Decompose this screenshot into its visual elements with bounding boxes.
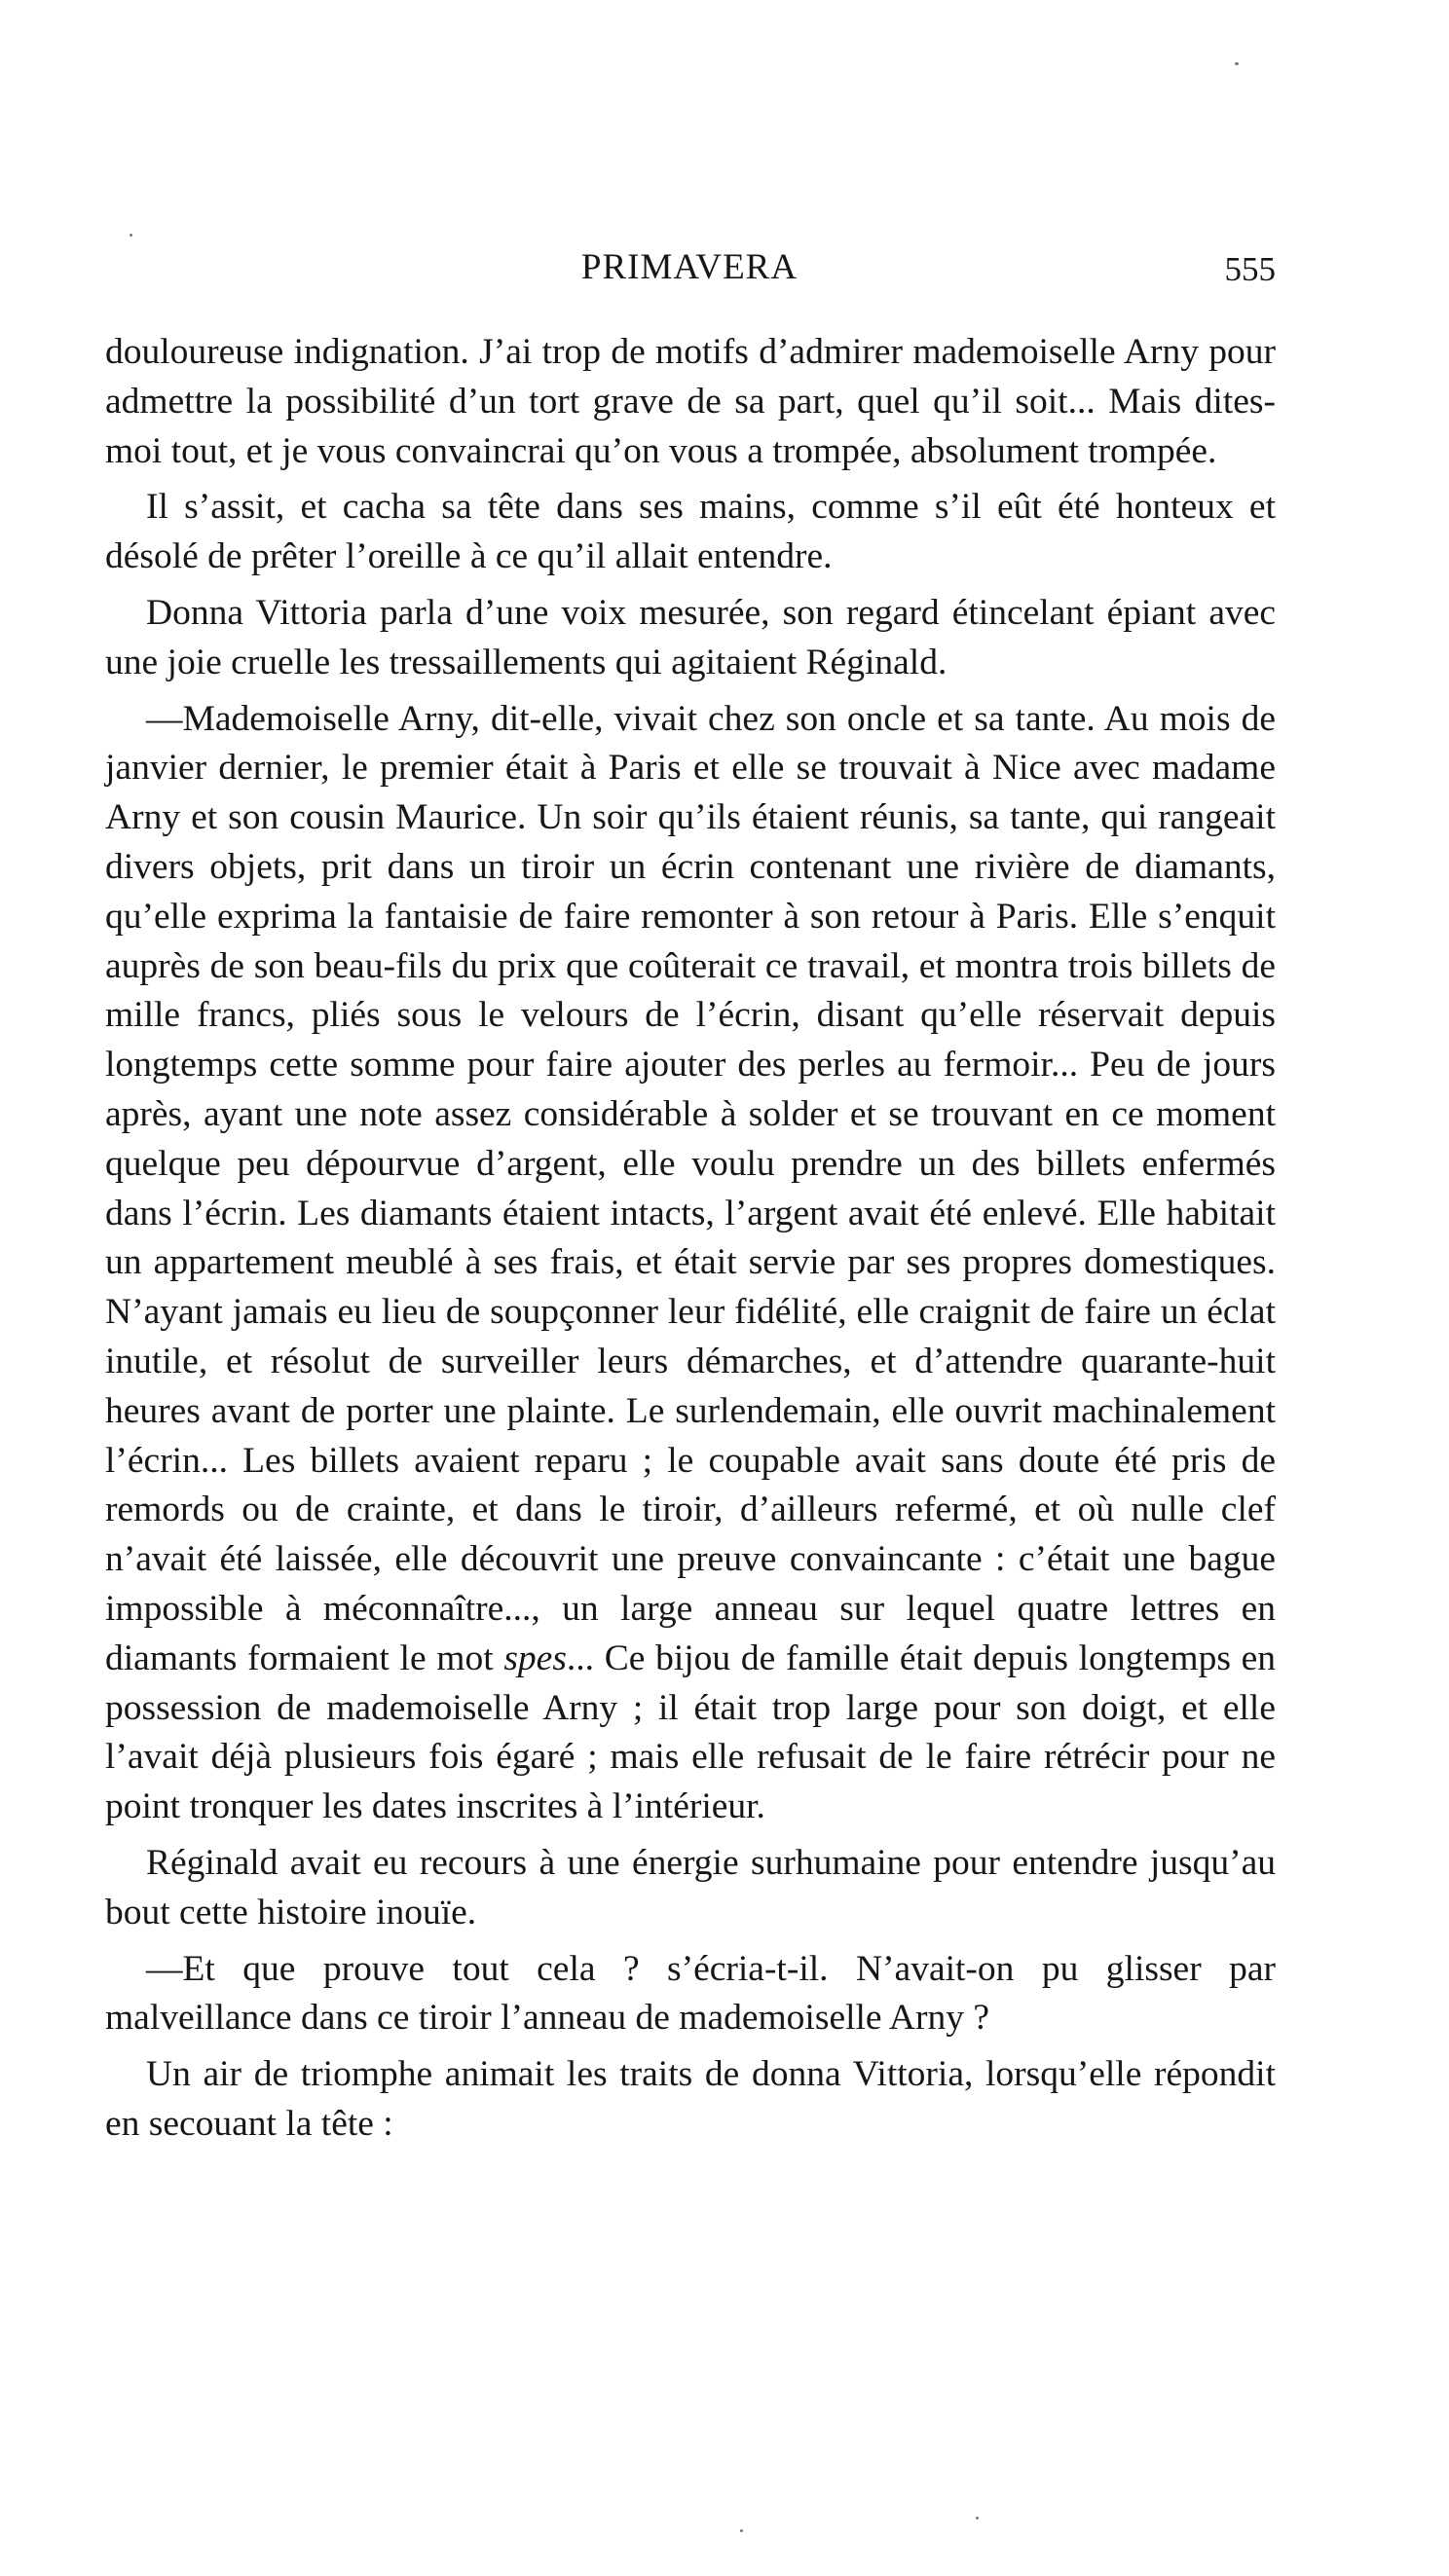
paragraph: douloureuse indignation. J’ai trop de motifs d’admirer mademoiselle Arny pour admettre la possibilité d’un tort grave de sa part, quel qu’il soit... Mais dites-moi tout, et je vous convaincrai qu’on vous a trompée, absolument trompée.: [105, 332, 1276, 471]
scan-speck: [976, 2517, 979, 2520]
italic-word: spes: [503, 1638, 567, 1678]
scan-speck: [1235, 62, 1239, 65]
body-text: [105, 328, 1276, 2150]
running-title: PRIMAVERA: [580, 247, 799, 287]
paragraph: Il s’assit, et cacha sa tête dans ses mains, comme s’il eût été honteux et désolé de prêter l’oreille à ce qu’il allait entendre.: [105, 487, 1276, 577]
scan-speck: [740, 2529, 743, 2532]
page-number: 555: [1224, 250, 1276, 288]
page-header: [105, 243, 1274, 292]
paragraph: Un air de triomphe animait les traits de donna Vittoria, lorsqu’elle répondit en secouant la tête :: [105, 2054, 1276, 2144]
scan-speck: [130, 234, 132, 237]
paragraph: Réginald avait eu recours à une énergie surhumaine pour entendre jusqu’au bout cette histoire inouïe.: [105, 1842, 1276, 1932]
paragraph: Donna Vittoria parla d’une voix mesurée, son regard étincelant épiant avec une joie cruelle les tressaillements qui agitaient Réginald.: [105, 592, 1276, 682]
paragraph: —Mademoiselle Arny, dit-elle, vivait chez son oncle et sa tante. Au mois de janvier dernier, le premier était à Paris et elle se trouvait à Nice avec madame Arny et son cousin Maurice. Un soir qu’ils étaient réunis, sa tante, qui rangeait divers objets, prit dans un tiroir un écrin contenant une rivière de diamants, qu’elle exprima la fantaisie de faire remonter à son retour à Paris. Elle s’enquit auprès de son beau-fils du prix que coûterait ce travail, et montra trois billets de mille francs, pliés sous le velours de l’écrin, disant qu’elle réservait depuis longtemps cette somme pour faire ajouter des perles au fermoir... Peu de jours après, ayant une note assez considérable à solder et se trouvant en ce moment quelque peu dépourvue d’argent, elle voulu prendre un des billets enfermés dans l’écrin. Les diamants étaient intacts, l’argent avait été enlevé. Elle habitait un appartement meublé à ses frais, et était servie par ses propres domestiques. N’ayant jamais eu lieu de soupçonner leur fidélité, elle craignit de faire un éclat inutile, et résolut de surveiller leurs démarches, et d’attendre quarante-huit heures avant de porter une plainte. Le surlendemain, elle ouvrit machinalement l’écrin... Les billets avaient reparu ; le coupable avait sans doute été pris de remords ou de crainte, et dans le tiroir, d’ailleurs refermé, et où nulle clef n’avait été laissée, elle découvrit une preuve convaincante : c’était une bague impossible à méconnaître..., un large anneau sur lequel quatre lettres en diamants formaient le mot spes... Ce bijou de famille était depuis longtemps en possession de mademoiselle Arny ; il était trop large pour son doigt, et elle l’avait déjà plusieurs fois égaré ; mais elle refusait de le faire rétrécir pour ne point tronquer les dates inscrites à l’intérieur.: [105, 698, 1276, 1827]
paragraph: —Et que prouve tout cela ? s’écria-t-il. N’avait-on pu glisser par malveillance dans ce tiroir l’anneau de mademoiselle Arny ?: [105, 1948, 1276, 2039]
